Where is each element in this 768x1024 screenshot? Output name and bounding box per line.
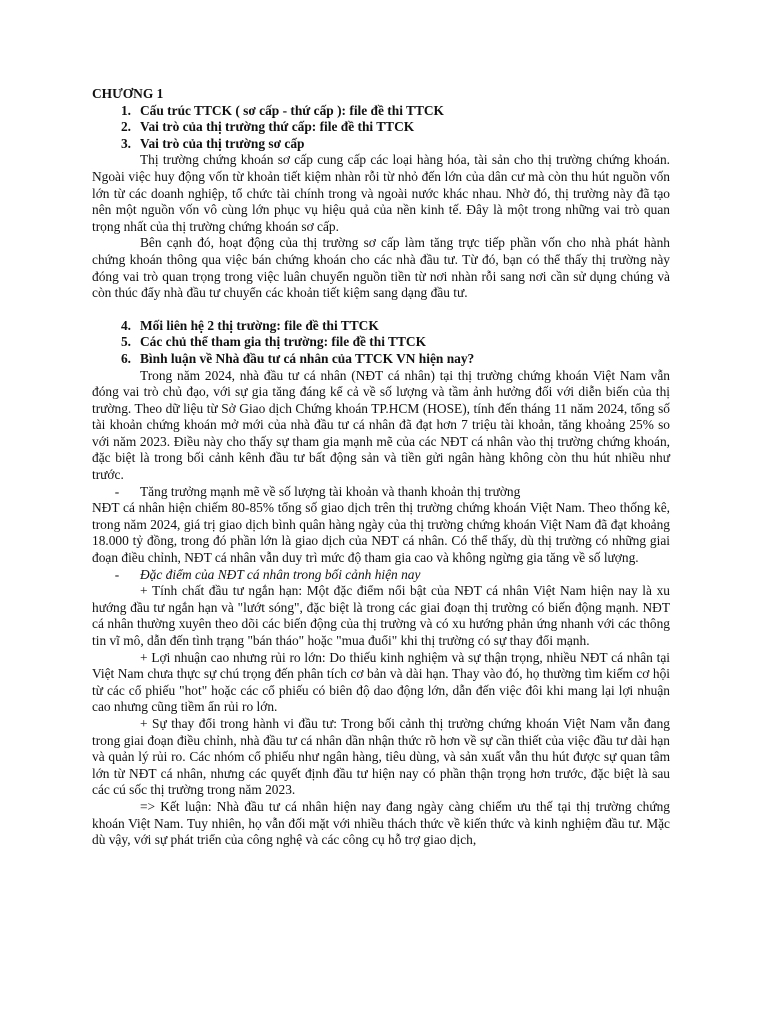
bullet-text: Đặc điểm của NĐT cá nhân trong bối cảnh hiện nay (140, 566, 421, 582)
list-text: Mối liên hệ 2 thị trường: file đề thi TTCK (140, 317, 379, 333)
chapter-heading: CHƯƠNG 1 (92, 86, 164, 101)
paragraph-high-return-risk: + Lợi nhuận cao nhưng rủi ro lớn: Do thiếu kinh nghiệm và sự thận trọng, nhiều NĐT cá nhân tại Việt Nam chưa thực sự chú trọng đến phân tích cơ bản và dài hạn. Thay vào đó, họ thường tìm kiếm cơ hội từ các cổ phiếu "hot" hoặc các cổ phiếu có biên độ dao động lớn, dẫn đến việc đôi khi mang lại lợi nhuận cao nhưng cũng tiềm ẩn rủi ro lớn. (92, 649, 670, 715)
bullet-dash: - (114, 483, 120, 499)
list-number: 5. (120, 334, 131, 350)
paragraph-trading-share: NĐT cá nhân hiện chiếm 80-85% tổng số giao dịch trên thị trường chứng khoán Việt Nam. Theo thống kê, trong năm 2024, giá trị giao dịch bình quân hàng ngày của thị trường chứng khoán Việt Nam đã đạt khoảng 18.000 tỷ đồng, trong đó phần lớn là giao dịch của NĐT cá nhân. Có thể thấy, dù thị trường có những giai đoạn điều chỉnh, NĐT cá nhân vẫn duy trì mức độ tham gia cao và không ngừng gia tăng về số lượng. (92, 500, 670, 566)
list-text: Vai trò của thị trường sơ cấp (140, 135, 305, 151)
list-item (92, 351, 670, 368)
paragraph-primary-market-capital: Bên cạnh đó, hoạt động của thị trường sơ cấp làm tăng trực tiếp phần vốn cho nhà phát hành chứng khoán thông qua việc bán chứng khoán cho các nhà đầu tư. Từ đó, bạn có thể thấy thị trường này đóng vai trò quan trọng trong việc luân chuyển nguồn tiền từ nơi nhàn rỗi sang nơi cần sử dụng chúng và còn thúc đẩy nhà đầu tư chuyển các khoản tiết kiệm sang dạng đầu tư. (92, 235, 670, 301)
list-item (92, 136, 670, 153)
list-number: 1. (120, 102, 131, 118)
list-number: 4. (120, 317, 131, 333)
list-text: Các chủ thể tham gia thị trường: file đề thi TTCK (140, 334, 426, 350)
list-text: Bình luận về Nhà đầu tư cá nhân của TTCK VN hiện nay? (140, 350, 475, 366)
bullet-item (92, 484, 670, 501)
paragraph-primary-market-role: Thị trường chứng khoán sơ cấp cung cấp các loại hàng hóa, tài sản cho thị trường chứng khoán. Ngoài việc huy động vốn từ khoản tiết kiệm nhàn rỗi từ nhỏ đến lớn của dân cư mà còn thu hút nguồn vốn lớn từ các doanh nghiệp, tổ chức tài chính trong và ngoài nước khác nhau. Nhờ đó, thị trường này đã tạo nên một nguồn vốn vô cùng lớn phục vụ hiệu quả của nền kinh tế. Đây là một trong những vai trò quan trọng nhất của thị trường chứng khoán sơ cấp. (92, 152, 670, 234)
document-page (92, 86, 670, 849)
list-number: 3. (120, 135, 131, 151)
paragraph-short-term: + Tính chất đầu tư ngắn hạn: Một đặc điểm nổi bật của NĐT cá nhân Việt Nam hiện nay là xu hướng đầu tư ngắn hạn và "lướt sóng", đặc biệt là trong các giai đoạn thị trường có biến động mạnh. NĐT cá nhân thường xuyên theo dõi các biến động của thị trường và có xu hướng phản ứng nhanh với các thông tin vĩ mô, dẫn đến tình trạng "bán tháo" hoặc "mua đuổi" khi thị trường có sự thay đổi mạnh. (92, 583, 670, 648)
bullet-dash: - (114, 566, 120, 582)
bullet-item (92, 567, 670, 584)
list-item (92, 119, 670, 136)
spacer (92, 302, 670, 318)
list-number: 2. (120, 119, 131, 135)
list-item (92, 318, 670, 335)
bullet-text: Tăng trưởng mạnh mẽ về số lượng tài khoản và thanh khoản thị trường (140, 483, 521, 499)
paragraph-behavior-change: + Sự thay đổi trong hành vi đầu tư: Trong bối cảnh thị trường chứng khoán Việt Nam vẫn đang trong giai đoạn điều chỉnh, nhà đầu tư cá nhân dần nhận thức rõ hơn về sự cần thiết của việc đầu tư dài hạn và quản lý rủi ro. Các nhóm cổ phiếu như ngân hàng, tiêu dùng, và sản xuất vẫn thu hút được sự quan tâm lớn từ NĐT cá nhân, nhưng các quyết định đầu tư hiện nay có phần thận trọng hơn trước, đặc biệt là sau các cú sốc thị trường trong năm 2023. (92, 715, 670, 798)
paragraph-conclusion: => Kết luận: Nhà đầu tư cá nhân hiện nay đang ngày càng chiếm ưu thế tại thị trường chứng khoán Việt Nam. Tuy nhiên, họ vẫn đối mặt với nhiều thách thức về kiến thức và kinh nghiệm đầu tư. Mặc dù vậy, với sự phát triển của công nghệ và các công cụ hỗ trợ giao dịch, (92, 798, 670, 848)
list-number: 6. (120, 350, 131, 366)
list-text: Cấu trúc TTCK ( sơ cấp - thứ cấp ): file đề thi TTCK (140, 102, 444, 118)
list-text: Vai trò của thị trường thứ cấp: file đề thi TTCK (140, 119, 415, 135)
list-item (92, 103, 670, 120)
list-item (92, 334, 670, 351)
paragraph-individual-investors-2024: Trong năm 2024, nhà đầu tư cá nhân (NĐT cá nhân) tại thị trường chứng khoán Việt Nam vẫn đóng vai trò chủ đạo, với sự gia tăng đáng kể cả về số lượng và tầm ảnh hưởng đối với diễn biến của thị trường. Theo dữ liệu từ Sở Giao dịch Chứng khoán TP.HCM (HOSE), tính đến tháng 11 năm 2024, tổng số tài khoản chứng khoán mở mới của nhà đầu tư cá nhân đã đạt hơn 7 triệu tài khoản, tăng khoảng 25% so với năm 2023. Điều này cho thấy sự tham gia mạnh mẽ của các NĐT cá nhân vào thị trường chứng khoán, đặc biệt là trong bối cảnh kênh đầu tư bất động sản và tiền gửi ngân hàng không còn thu hút nhiều như trước. (92, 367, 670, 483)
